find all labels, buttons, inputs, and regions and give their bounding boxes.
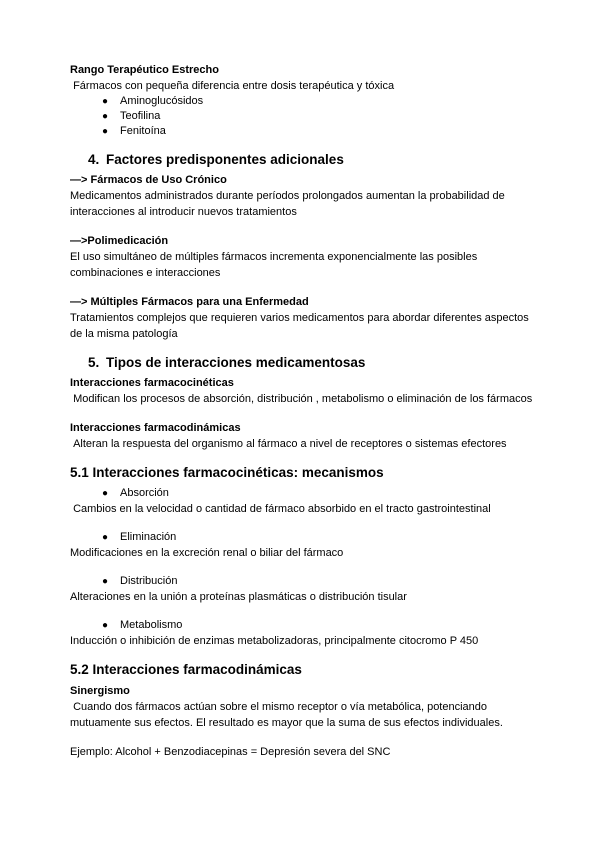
paragraph: El uso simultáneo de múltiples fármacos incrementa exponencialmente las posibles combinaciones e interacciones <box>70 251 481 279</box>
bold-subheading: —> Múltiples Fármacos para una Enfermedad <box>70 296 309 308</box>
bullet-icon: ● <box>102 488 109 499</box>
bullet-item-label: Absorción <box>120 487 169 499</box>
bullet-list-item <box>70 94 542 109</box>
bullet-icon: ● <box>102 96 109 107</box>
heading-text: Factores predisponentes adicionales <box>106 152 344 167</box>
bullet-icon: ● <box>102 111 109 122</box>
blank-line <box>70 220 542 233</box>
blank-line <box>70 281 542 294</box>
bullet-list-item <box>70 486 542 501</box>
bold-subheading: Rango Terapéutico Estrecho <box>70 64 219 76</box>
blank-line <box>70 561 542 574</box>
blank-line <box>70 517 542 530</box>
section-heading: 5.1 Interacciones farmacocinéticas: mecanismos <box>70 465 384 480</box>
paragraph: Fármacos con pequeña diferencia entre dosis terapéutica y tóxica <box>70 80 395 92</box>
bold-subheading: —> Fármacos de Uso Crónico <box>70 174 227 186</box>
blank-line <box>70 605 542 618</box>
bullet-item-label: Aminoglucósidos <box>120 95 204 107</box>
bullet-list-item <box>70 574 542 589</box>
paragraph: Modifican los procesos de absorción, distribución , metabolismo o eliminación de los fármacos <box>70 393 533 405</box>
bullet-list-item <box>70 530 542 545</box>
paragraph: Tratamientos complejos que requieren varios medicamentos para abordar diferentes aspectos de la misma patología <box>70 312 532 340</box>
section-heading: 5.2 Interacciones farmacodinámicas <box>70 662 302 677</box>
paragraph: Modificaciones en la excreción renal o biliar del fármaco <box>70 547 344 559</box>
numbered-section-heading <box>70 353 542 372</box>
bold-subheading: Sinergismo <box>70 685 130 697</box>
bullet-icon: ● <box>102 532 109 543</box>
bold-subheading: —>Polimedicación <box>70 235 169 247</box>
bullet-icon: ● <box>102 620 109 631</box>
bullet-item-label: Distribución <box>120 575 178 587</box>
bold-subheading: Interacciones farmacocinéticas <box>70 377 234 389</box>
blank-line <box>70 407 542 420</box>
bullet-item-label: Fenitoína <box>120 125 166 137</box>
bullet-item-label: Eliminación <box>120 531 177 543</box>
bullet-list-item <box>70 618 542 633</box>
blank-line <box>70 731 542 744</box>
heading-text: Tipos de interacciones medicamentosas <box>106 355 366 370</box>
bullet-item-label: Teofilina <box>120 110 161 122</box>
paragraph: Medicamentos administrados durante períodos prolongados aumentan la probabilidad de interacciones al introducir nuevos tratamientos <box>70 190 508 218</box>
bold-subheading: Interacciones farmacodinámicas <box>70 422 241 434</box>
paragraph: Ejemplo: Alcohol + Benzodiacepinas = Depresión severa del SNC <box>70 746 391 758</box>
paragraph: Alteraciones en la unión a proteínas plasmáticas o distribución tisular <box>70 591 407 603</box>
bullet-item-label: Metabolismo <box>120 619 183 631</box>
heading-number: 4. <box>88 152 100 167</box>
bullet-icon: ● <box>102 576 109 587</box>
paragraph: Inducción o inhibición de enzimas metabolizadoras, principalmente citocromo P 450 <box>70 635 479 647</box>
bullet-list-item <box>70 109 542 124</box>
bullet-list-item <box>70 124 542 139</box>
paragraph: Cuando dos fármacos actúan sobre el mismo receptor o vía metabólica, potenciando mutuamente sus efectos. El resultado es mayor que la suma de sus efectos individuales. <box>70 701 503 729</box>
bullet-icon: ● <box>102 126 109 137</box>
numbered-section-heading <box>70 150 542 169</box>
paragraph: Cambios en la velocidad o cantidad de fármaco absorbido en el tracto gastrointestinal <box>70 503 491 515</box>
heading-number: 5. <box>88 355 100 370</box>
paragraph: Alteran la respuesta del organismo al fármaco a nivel de receptores o sistemas efectores <box>70 438 507 450</box>
